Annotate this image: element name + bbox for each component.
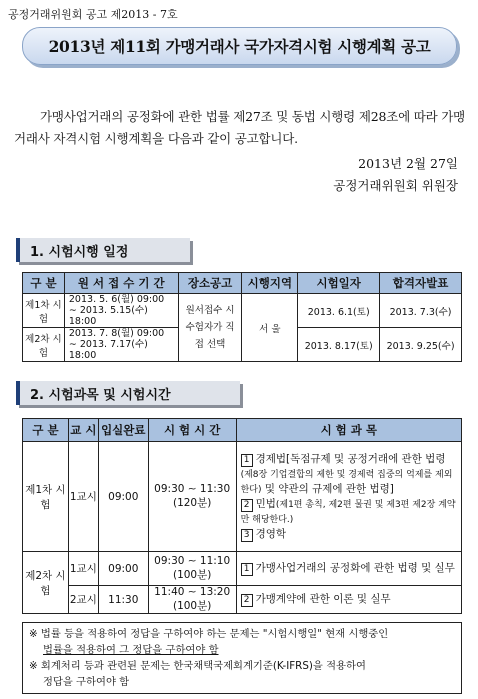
round-label: 제2차 시 험 [23,328,65,362]
subject-main: 경영학 [255,527,287,540]
period-end: ∼ 2013. 5.15(수) 18:00 [68,305,148,327]
period-end: ∼ 2013. 7.17(수) 18:00 [68,339,148,361]
note-line: 정답을 구하여야 함 [43,676,130,688]
note-line: 법률을 적용하여 그 정답을 구하여야 함 [43,644,219,656]
duration: (100분) [172,569,212,581]
schedule-header-row [23,273,462,294]
duration: (120분) [172,497,212,509]
table-row [23,586,462,614]
header-cell: 합격자발표 [380,273,462,294]
announcement-date: 2013년 2월 27일 [358,156,458,171]
header-cell: 구 분 [23,419,69,442]
header-cell: 시 험 시 간 [148,419,236,442]
table-row [23,442,462,552]
subject-main: 경제법[독점규제 및 공정거래에 관한 법령 [255,452,446,465]
subject-item [241,497,457,527]
header-cell: 시행지역 [242,273,298,294]
period-cell: 1교시 [68,442,98,552]
period-cell: 2교시 [68,586,98,614]
header-cell: 입실완료 [98,419,148,442]
application-period [64,294,178,328]
header-cell: 장소공고 [178,273,242,294]
result-date: 2013. 9.25(수) [380,328,462,362]
round-label: 제2차 시 험 [23,552,69,614]
subjects-table [22,418,462,614]
venue-notice: 원서접수 시 수험자가 직접 선택 [178,294,242,362]
intro-paragraph: 가맹사업거래의 공정화에 관한 법률 제27조 및 동법 시행령 제28조에 따라 가맹거래사 자격시험 시행계획을 다음과 같이 공고합니다. [14,109,465,146]
subject-number: 1 [241,454,253,467]
region: 서 울 [242,294,298,362]
round-label: 제1차 시 험 [23,294,65,328]
application-period [64,328,178,362]
page-title-text: 2013년 제11회 가맹거래사 국가자격시험 시행계획 공고 [48,37,431,56]
page-title [22,27,457,65]
section1-heading: 1. 시험시행 일정 [16,238,190,262]
note-line: ※ 회계처리 등과 관련된 문제는 한국채택국제회계기준(K-IFRS)을 적용하여 [29,660,366,672]
header-cell: 교 시 [68,419,98,442]
period-start: 2013. 7. 8(월) 09:00 [68,328,165,339]
exam-date: 2013. 6.1(토) [298,294,380,328]
subject-main: 가맹사업거래의 공정화에 관한 법령 및 실무 [255,562,455,574]
header-cell: 시험일자 [298,273,380,294]
exam-time [148,552,236,586]
exam-time [148,442,236,552]
duration: (100분) [172,600,212,612]
subjects-header-row [23,419,462,442]
subject-list [236,442,461,552]
result-date: 2013. 7.3(수) [380,294,462,328]
subject-number: 2 [241,594,253,607]
notes-box [22,622,462,694]
subject-number: 1 [241,563,253,576]
subject-item [241,452,457,497]
table-row [23,552,462,586]
time-range: 11:40 ∼ 13:20 [154,586,231,598]
notice-number: 공정거래위원회 공고 제2013 - 7호 [8,8,178,21]
round-label: 제1차 시 험 [23,442,69,552]
period-start: 2013. 5. 6(월) 09:00 [68,294,165,305]
subject-main: 민법 [255,497,276,510]
note-line: ※ 법률 등을 적용하여 정답을 구하여야 하는 문제는 "시험시행일" 현재 시행중인 [29,628,389,640]
subject-item [241,527,457,542]
subject-item [236,552,461,586]
header-cell: 원 서 접 수 기 간 [64,273,178,294]
table-row [23,294,462,328]
entry-time: 11:30 [98,586,148,614]
time-range: 09:30 ∼ 11:30 [154,483,231,495]
entry-time: 09:00 [98,552,148,586]
subject-number: 2 [241,499,253,512]
section2-heading: 2. 시험과목 및 시험시간 [16,381,240,405]
subject-note: (제8장 기업결합의 제한 및 경제력 집중의 억제를 제외한다) [240,469,453,495]
exam-date: 2013. 8.17(토) [298,328,380,362]
header-cell: 구 분 [23,273,65,294]
entry-time: 09:00 [98,442,148,552]
subject-main: 가맹계약에 관한 이론 및 실무 [255,593,391,605]
schedule-table [22,272,462,362]
header-cell: 시 험 과 목 [236,419,461,442]
signer: 공정거래위원회 위원장 [333,178,458,193]
period-cell: 1교시 [68,552,98,586]
subject-number: 3 [241,529,253,542]
subject-note: (제1편 총칙, 제2편 물권 및 제3편 제2장 계약만 해당한다.) [240,499,456,525]
subject-item [236,586,461,614]
time-range: 09:30 ∼ 11:10 [154,555,231,567]
exam-time [148,586,236,614]
subject-tail: 및 약관의 규제에 관한 법령] [264,482,394,495]
